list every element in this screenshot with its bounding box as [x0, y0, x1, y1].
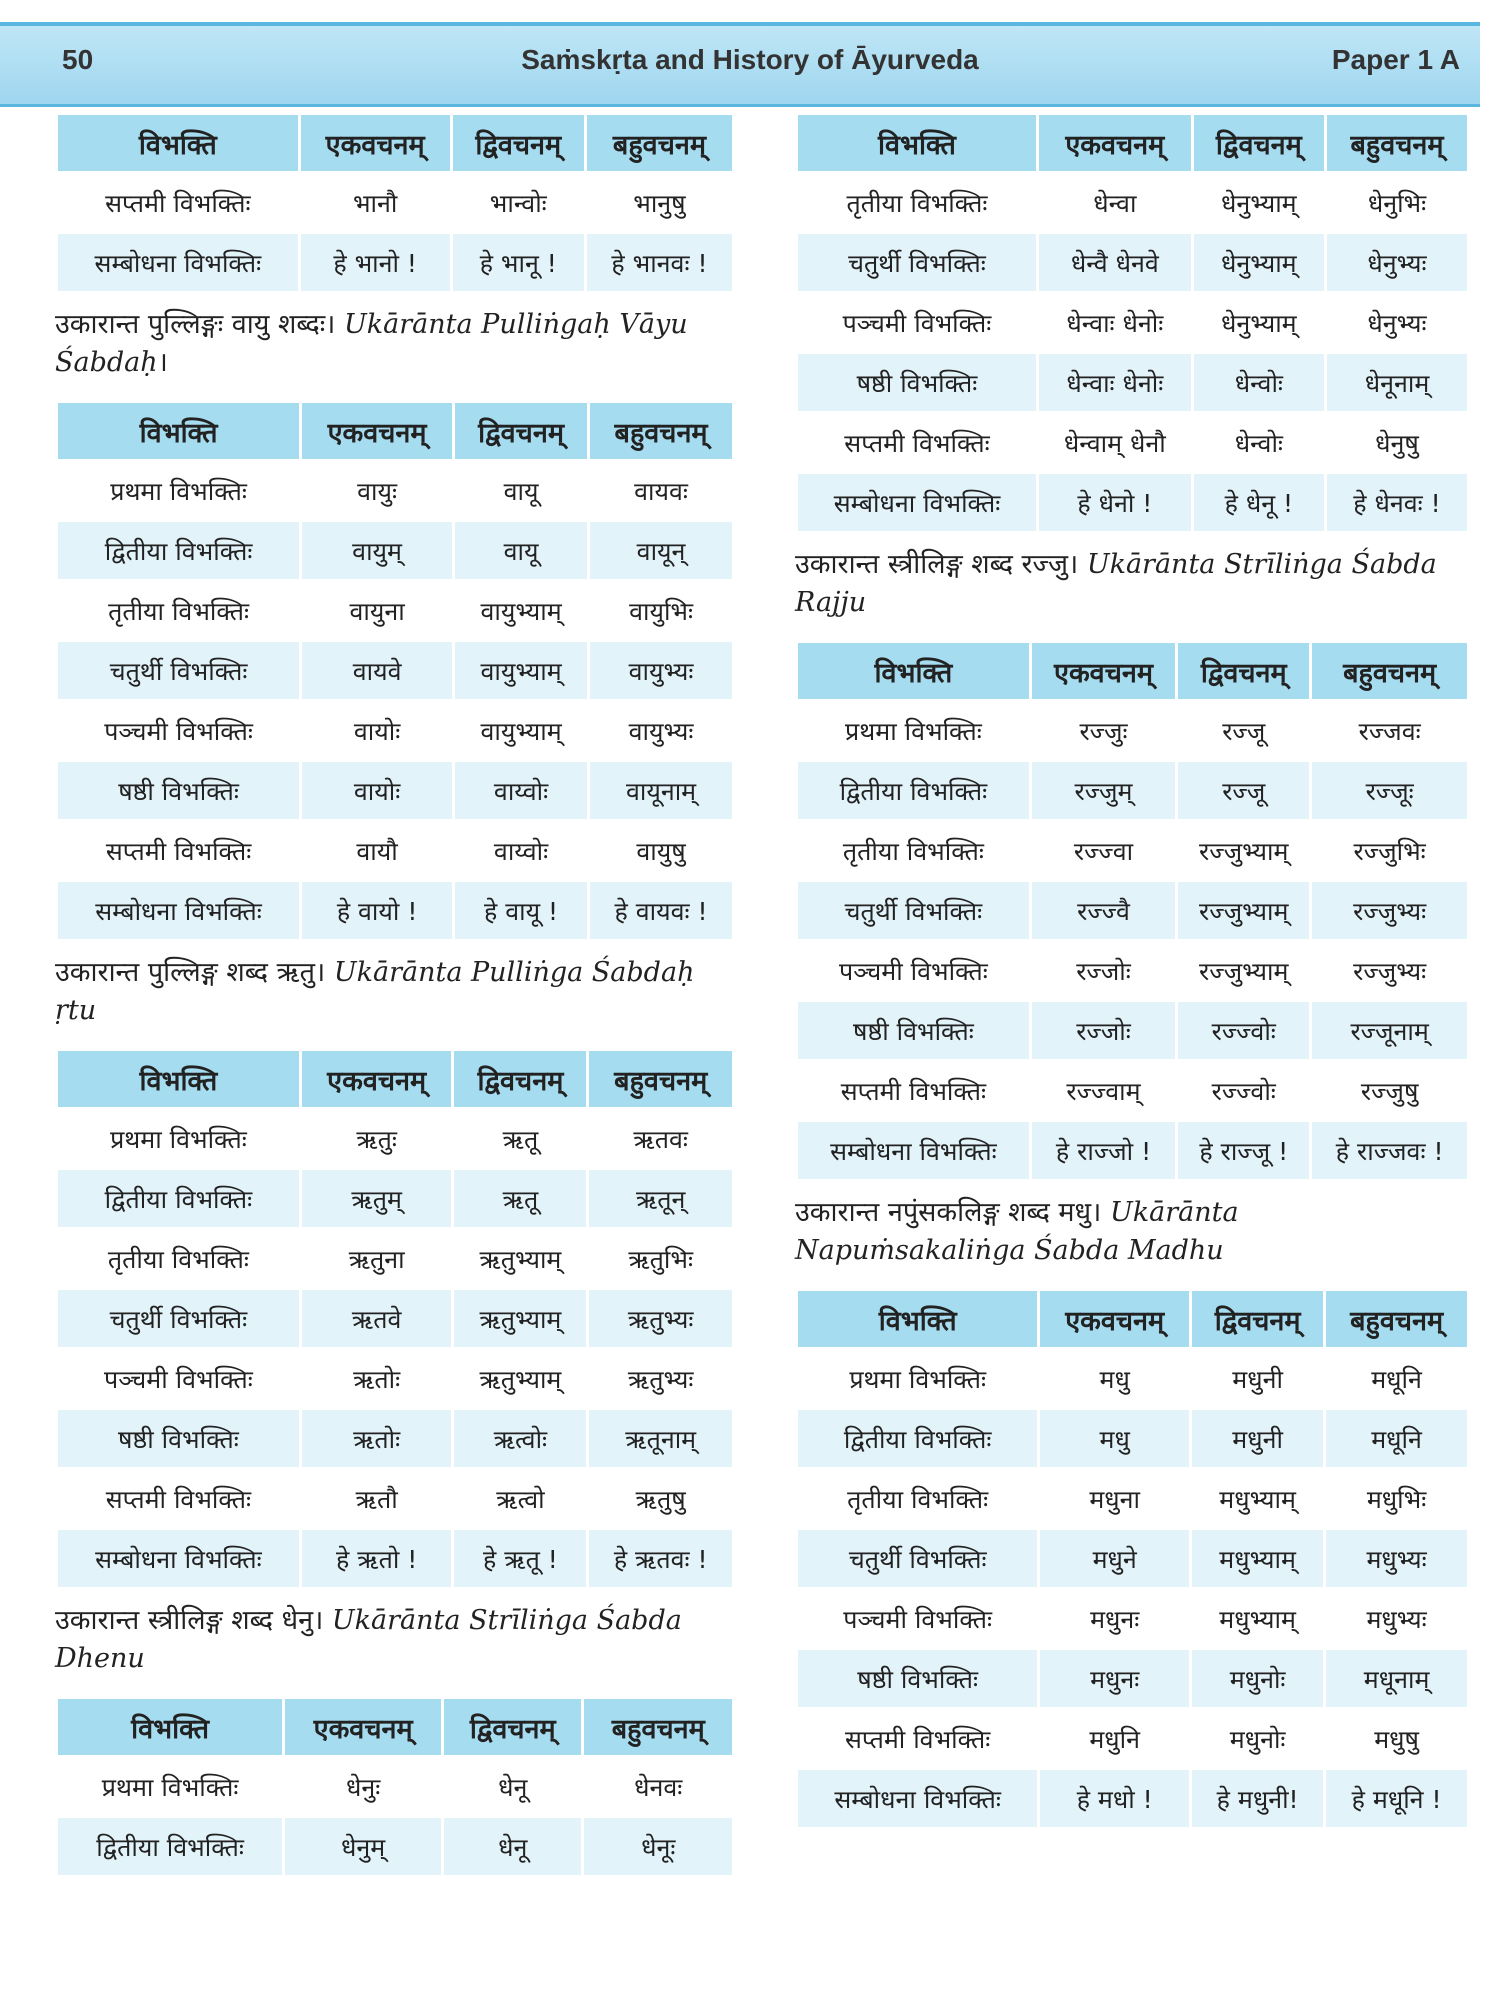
heading-devanagari: उकारान्त पुल्लिङ्ग शब्द ऋतु।: [55, 957, 326, 988]
table-header-row: [58, 1699, 732, 1755]
case-label: सप्तमी विभक्तिः: [798, 1710, 1037, 1767]
case-label: चतुर्थी विभक्तिः: [798, 1530, 1037, 1587]
declension-cell: रज्जूनाम्: [1312, 1002, 1467, 1059]
table-row: [798, 1002, 1467, 1059]
declension-cell: ऋतोः: [302, 1410, 452, 1467]
declension-cell: ऋतू: [454, 1110, 586, 1167]
declension-cell: रज्ज्वा: [1032, 822, 1175, 879]
case-label: तृतीया विभक्तिः: [58, 582, 299, 639]
case-label: सप्तमी विभक्तिः: [58, 1470, 299, 1527]
declension-cell: रज्ज्वोः: [1178, 1062, 1309, 1119]
declension-cell: हे मधुनी!: [1192, 1770, 1323, 1827]
table-row: [58, 1230, 732, 1287]
column-header: द्विवचनम्: [1194, 115, 1324, 171]
heading-devanagari: उकारान्त पुल्लिङ्गः वायु शब्दः।: [55, 309, 336, 340]
declension-table: [55, 1696, 735, 1878]
declension-cell: भानौ: [301, 174, 450, 231]
declension-cell: धेनुः: [285, 1758, 441, 1815]
table-row: [58, 1170, 732, 1227]
heading-danda: ।: [157, 347, 168, 378]
declension-cell: रज्ज्वोः: [1178, 1002, 1309, 1059]
declension-cell: मधुनः: [1040, 1650, 1189, 1707]
declension-cell: ऋतोः: [302, 1350, 452, 1407]
heading-transliteration: Ukārānta Strīliṅga Śabda Dhenu: [55, 1605, 682, 1674]
declension-cell: रज्जुः: [1032, 702, 1175, 759]
declension-cell: मधुभ्यः: [1326, 1530, 1467, 1587]
table-row: [58, 174, 732, 231]
table-row: [798, 234, 1467, 291]
declension-cell: मधुनी: [1192, 1410, 1323, 1467]
column-header: विभक्ति: [798, 643, 1029, 699]
case-label: द्वितीया विभक्तिः: [798, 1410, 1037, 1467]
heading-devanagari: उकारान्त स्त्रीलिङ्ग शब्द धेनु।: [55, 1605, 324, 1636]
column-header: द्विवचनम्: [455, 403, 587, 459]
declension-cell: वायोः: [302, 762, 452, 819]
declension-cell: ऋतुना: [302, 1230, 452, 1287]
table-row: [798, 1062, 1467, 1119]
declension-cell: मधुनः: [1040, 1590, 1189, 1647]
case-label: सप्तमी विभक्तिः: [58, 822, 299, 879]
table-row: [798, 1770, 1467, 1827]
table-row: [798, 1122, 1467, 1179]
declension-cell: ऋतुभ्यः: [589, 1290, 732, 1347]
table-header-row: [798, 1291, 1467, 1347]
declension-cell: रज्जू: [1178, 762, 1309, 819]
declension-cell: हे भानवः !: [587, 234, 732, 291]
table-row: [58, 822, 732, 879]
declension-cell: वायू: [455, 462, 587, 519]
declension-cell: मधुना: [1040, 1470, 1189, 1527]
declension-cell: हे धेनवः !: [1327, 474, 1467, 531]
column-header: एकवचनम्: [1040, 1291, 1189, 1347]
table-row: [798, 294, 1467, 351]
declension-cell: धेन्वाः धेनोः: [1039, 294, 1191, 351]
declension-cell: मधुभ्याम्: [1192, 1590, 1323, 1647]
declension-table: [795, 1288, 1470, 1830]
case-label: तृतीया विभक्तिः: [798, 822, 1029, 879]
table-header-row: [798, 643, 1467, 699]
case-label: सप्तमी विभक्तिः: [798, 414, 1036, 471]
table-row: [798, 822, 1467, 879]
declension-table: [55, 1048, 735, 1590]
table-row: [798, 882, 1467, 939]
column-header: एकवचनम्: [1039, 115, 1191, 171]
declension-cell: वायुभ्याम्: [455, 642, 587, 699]
declension-cell: रज्ज्वाम्: [1032, 1062, 1175, 1119]
declension-cell: ऋतूनाम्: [589, 1410, 732, 1467]
declension-cell: ऋतुभ्यः: [589, 1350, 732, 1407]
table-row: [58, 582, 732, 639]
case-label: सम्बोधना विभक्तिः: [798, 1770, 1037, 1827]
declension-cell: ऋतुः: [302, 1110, 452, 1167]
column-header: विभक्ति: [58, 403, 299, 459]
declension-cell: रज्जुभिः: [1312, 822, 1467, 879]
declension-cell: रज्जू: [1178, 702, 1309, 759]
case-label: षष्ठी विभक्तिः: [58, 762, 299, 819]
column-header: विभक्ति: [58, 1699, 282, 1755]
table-row: [58, 1110, 732, 1167]
table-row: [58, 462, 732, 519]
declension-cell: वायुना: [302, 582, 452, 639]
declension-cell: ऋतुभिः: [589, 1230, 732, 1287]
declension-cell: धेनुभ्याम्: [1194, 174, 1324, 231]
declension-cell: धेन्वोः: [1194, 414, 1324, 471]
table-row: [58, 702, 732, 759]
case-label: चतुर्थी विभक्तिः: [798, 234, 1036, 291]
declension-cell: हे मधूनि !: [1326, 1770, 1467, 1827]
declension-cell: ऋतून्: [589, 1170, 732, 1227]
declension-cell: वायून्: [590, 522, 732, 579]
declension-cell: मधुभ्याम्: [1192, 1470, 1323, 1527]
declension-cell: वायुः: [302, 462, 452, 519]
heading-devanagari: उकारान्त स्त्रीलिङ्ग शब्द रज्जु।: [795, 549, 1079, 580]
declension-cell: ऋतुभ्याम्: [454, 1350, 586, 1407]
declension-cell: रज्जवः: [1312, 702, 1467, 759]
table-row: [798, 414, 1467, 471]
declension-cell: धेनू: [444, 1818, 581, 1875]
declension-cell: भान्वोः: [453, 174, 584, 231]
table-row: [58, 1530, 732, 1587]
declension-cell: हे वायवः !: [590, 882, 732, 939]
paper-label: Paper 1 A: [1331, 44, 1460, 75]
case-label: षष्ठी विभक्तिः: [798, 1650, 1037, 1707]
table-row: [58, 762, 732, 819]
declension-cell: मधुभ्याम्: [1192, 1530, 1323, 1587]
declension-cell: ऋतू: [454, 1170, 586, 1227]
table-header-row: [58, 115, 732, 171]
declension-cell: मधूनाम्: [1326, 1650, 1467, 1707]
declension-cell: हे राज्जू !: [1178, 1122, 1309, 1179]
declension-cell: रज्जुभ्यः: [1312, 942, 1467, 999]
declension-cell: ऋतवः: [589, 1110, 732, 1167]
declension-cell: रज्जोः: [1032, 1002, 1175, 1059]
case-label: पञ्चमी विभक्तिः: [58, 702, 299, 759]
section-heading: [55, 306, 735, 382]
column-header: द्विवचनम्: [1178, 643, 1309, 699]
declension-cell: ऋतुषु: [589, 1470, 732, 1527]
table-row: [58, 1470, 732, 1527]
table-row: [798, 1470, 1467, 1527]
case-label: सप्तमी विभक्तिः: [58, 174, 298, 231]
table-row: [798, 1710, 1467, 1767]
section-heading: [795, 1194, 1470, 1270]
table-row: [58, 882, 732, 939]
case-label: षष्ठी विभक्तिः: [798, 1002, 1029, 1059]
case-label: द्वितीया विभक्तिः: [58, 1170, 299, 1227]
case-label: पञ्चमी विभक्तिः: [58, 1350, 299, 1407]
declension-cell: हे ऋतो !: [302, 1530, 452, 1587]
declension-cell: हे राज्जवः !: [1312, 1122, 1467, 1179]
table-row: [58, 1818, 732, 1875]
case-label: तृतीया विभक्तिः: [798, 1470, 1037, 1527]
declension-cell: वायुषु: [590, 822, 732, 879]
case-label: तृतीया विभक्तिः: [798, 174, 1036, 231]
case-label: चतुर्थी विभक्तिः: [58, 1290, 299, 1347]
declension-cell: धेनूनाम्: [1327, 354, 1467, 411]
table-row: [798, 1530, 1467, 1587]
heading-devanagari: उकारान्त नपुंसकलिङ्ग शब्द मधु।: [795, 1197, 1102, 1228]
declension-cell: मधुनी: [1192, 1350, 1323, 1407]
declension-cell: धेन्वै धेनवे: [1039, 234, 1191, 291]
case-label: प्रथमा विभक्तिः: [798, 702, 1029, 759]
case-label: सम्बोधना विभक्तिः: [58, 882, 299, 939]
declension-cell: रज्जूः: [1312, 762, 1467, 819]
heading-transliteration: Ukārānta Pulliṅgaḥ Vāyu Śabdaḥ: [55, 309, 688, 378]
case-label: सम्बोधना विभक्तिः: [58, 1530, 299, 1587]
declension-cell: मधुनोः: [1192, 1710, 1323, 1767]
declension-cell: धेनूः: [584, 1818, 732, 1875]
case-label: द्वितीया विभक्तिः: [58, 1818, 282, 1875]
declension-table: [795, 112, 1470, 534]
case-label: चतुर्थी विभक्तिः: [58, 642, 299, 699]
column-header: द्विवचनम्: [444, 1699, 581, 1755]
declension-cell: हे भानो !: [301, 234, 450, 291]
column-header: एकवचनम्: [301, 115, 450, 171]
declension-cell: हे भानू !: [453, 234, 584, 291]
declension-cell: वायुभ्याम्: [455, 582, 587, 639]
declension-cell: ऋत्वो: [454, 1470, 586, 1527]
column-header: द्विवचनम्: [453, 115, 584, 171]
declension-cell: रज्जोः: [1032, 942, 1175, 999]
declension-cell: धेनुभ्यः: [1327, 294, 1467, 351]
declension-cell: वाय्वोः: [455, 762, 587, 819]
declension-cell: मधूनि: [1326, 1350, 1467, 1407]
table-row: [58, 522, 732, 579]
declension-cell: वाय्वोः: [455, 822, 587, 879]
section-heading: [55, 954, 735, 1030]
table-header-row: [58, 403, 732, 459]
declension-cell: मधु: [1040, 1410, 1189, 1467]
case-label: सप्तमी विभक्तिः: [798, 1062, 1029, 1119]
case-label: पञ्चमी विभक्तिः: [798, 1590, 1037, 1647]
declension-cell: वायू: [455, 522, 587, 579]
declension-cell: धेनुभिः: [1327, 174, 1467, 231]
page-number: 50: [62, 44, 94, 75]
column-header: बहुवचनम्: [584, 1699, 732, 1755]
case-label: प्रथमा विभक्तिः: [798, 1350, 1037, 1407]
declension-cell: ऋत्वोः: [454, 1410, 586, 1467]
declension-cell: धेनुम्: [285, 1818, 441, 1875]
declension-cell: वायवः: [590, 462, 732, 519]
declension-cell: ऋतुभ्याम्: [454, 1290, 586, 1347]
heading-transliteration: Ukārānta Strīliṅga Śabda Rajju: [795, 549, 1437, 618]
declension-cell: हे वायो !: [302, 882, 452, 939]
declension-cell: ऋतवे: [302, 1290, 452, 1347]
declension-cell: मधुनोः: [1192, 1650, 1323, 1707]
table-row: [798, 1650, 1467, 1707]
column-header: एकवचनम्: [302, 403, 452, 459]
case-label: प्रथमा विभक्तिः: [58, 1110, 299, 1167]
column-header: विभक्ति: [58, 1051, 299, 1107]
declension-cell: रज्जुभ्यः: [1312, 882, 1467, 939]
declension-cell: हे वायू !: [455, 882, 587, 939]
table-row: [798, 474, 1467, 531]
column-header: बहुवचनम्: [1312, 643, 1467, 699]
declension-cell: मधु: [1040, 1350, 1189, 1407]
table-row: [58, 1410, 732, 1467]
table-row: [58, 1758, 732, 1815]
declension-cell: वायवे: [302, 642, 452, 699]
case-label: द्वितीया विभक्तिः: [58, 522, 299, 579]
declension-table: [795, 640, 1470, 1182]
declension-cell: धेन्वा: [1039, 174, 1191, 231]
column-header: विभक्ति: [798, 115, 1036, 171]
table-header-row: [58, 1051, 732, 1107]
column-header: एकवचनम्: [285, 1699, 441, 1755]
declension-table: [55, 400, 735, 942]
declension-cell: वायुम्: [302, 522, 452, 579]
declension-cell: मधूनि: [1326, 1410, 1467, 1467]
declension-cell: धेनू: [444, 1758, 581, 1815]
table-row: [58, 1350, 732, 1407]
declension-cell: हे धेनो !: [1039, 474, 1191, 531]
declension-cell: वायुभ्यः: [590, 642, 732, 699]
case-label: षष्ठी विभक्तिः: [58, 1410, 299, 1467]
table-row: [798, 1350, 1467, 1407]
declension-cell: रज्जुम्: [1032, 762, 1175, 819]
declension-cell: मधुनि: [1040, 1710, 1189, 1767]
table-header-row: [798, 115, 1467, 171]
declension-cell: हे ऋतवः !: [589, 1530, 732, 1587]
declension-cell: वायुभिः: [590, 582, 732, 639]
case-label: तृतीया विभक्तिः: [58, 1230, 299, 1287]
declension-cell: हे राज्जो !: [1032, 1122, 1175, 1179]
declension-cell: ऋतुभ्याम्: [454, 1230, 586, 1287]
table-row: [58, 642, 732, 699]
declension-cell: ऋतौ: [302, 1470, 452, 1527]
table-row: [798, 702, 1467, 759]
case-label: सम्बोधना विभक्तिः: [58, 234, 298, 291]
section-heading: [795, 546, 1470, 622]
declension-cell: रज्जुभ्याम्: [1178, 882, 1309, 939]
declension-cell: धेनुभ्याम्: [1194, 294, 1324, 351]
case-label: सम्बोधना विभक्तिः: [798, 1122, 1029, 1179]
table-row: [798, 354, 1467, 411]
column-header: विभक्ति: [798, 1291, 1037, 1347]
running-title: Saṁskṛta and History of Āyurveda: [521, 44, 979, 75]
declension-cell: धेन्वाः धेनोः: [1039, 354, 1191, 411]
left-column: [55, 112, 735, 1878]
declension-cell: वायुभ्यः: [590, 702, 732, 759]
case-label: पञ्चमी विभक्तिः: [798, 294, 1036, 351]
table-row: [798, 762, 1467, 819]
case-label: षष्ठी विभक्तिः: [798, 354, 1036, 411]
declension-cell: भानुषु: [587, 174, 732, 231]
column-header: एकवचनम्: [302, 1051, 452, 1107]
section-heading: [55, 1602, 735, 1678]
declension-cell: रज्जुषु: [1312, 1062, 1467, 1119]
declension-table: [55, 112, 735, 294]
declension-cell: रज्जुभ्याम्: [1178, 822, 1309, 879]
declension-cell: धेन्वोः: [1194, 354, 1324, 411]
heading-transliteration: Ukārānta Napuṁsakaliṅga Śabda Madhu: [795, 1197, 1239, 1266]
table-row: [798, 1410, 1467, 1467]
table-row: [798, 942, 1467, 999]
case-label: द्वितीया विभक्तिः: [798, 762, 1029, 819]
declension-cell: मधुभिः: [1326, 1470, 1467, 1527]
declension-cell: वायोः: [302, 702, 452, 759]
declension-cell: धेन्वाम् धेनौ: [1039, 414, 1191, 471]
declension-cell: वायूनाम्: [590, 762, 732, 819]
case-label: चतुर्थी विभक्तिः: [798, 882, 1029, 939]
declension-cell: मधुभ्यः: [1326, 1590, 1467, 1647]
column-header: एकवचनम्: [1032, 643, 1175, 699]
column-header: बहुवचनम्: [1326, 1291, 1467, 1347]
column-header: बहुवचनम्: [587, 115, 732, 171]
declension-cell: मधुषु: [1326, 1710, 1467, 1767]
page-header: [0, 22, 1480, 107]
declension-cell: मधुने: [1040, 1530, 1189, 1587]
declension-cell: रज्जुभ्याम्: [1178, 942, 1309, 999]
table-row: [798, 1590, 1467, 1647]
declension-cell: वायौ: [302, 822, 452, 879]
case-label: प्रथमा विभक्तिः: [58, 462, 299, 519]
column-header: विभक्ति: [58, 115, 298, 171]
declension-cell: ऋतुम्: [302, 1170, 452, 1227]
table-row: [798, 174, 1467, 231]
declension-cell: हे धेनू !: [1194, 474, 1324, 531]
column-header: द्विवचनम्: [454, 1051, 586, 1107]
declension-cell: धेनुभ्यः: [1327, 234, 1467, 291]
right-column: [795, 112, 1470, 1830]
declension-cell: धेनुषु: [1327, 414, 1467, 471]
column-header: बहुवचनम्: [1327, 115, 1467, 171]
case-label: पञ्चमी विभक्तिः: [798, 942, 1029, 999]
declension-cell: धेनुभ्याम्: [1194, 234, 1324, 291]
case-label: प्रथमा विभक्तिः: [58, 1758, 282, 1815]
column-header: द्विवचनम्: [1192, 1291, 1323, 1347]
declension-cell: धेनवः: [584, 1758, 732, 1815]
case-label: सम्बोधना विभक्तिः: [798, 474, 1036, 531]
declension-cell: वायुभ्याम्: [455, 702, 587, 759]
column-header: बहुवचनम्: [589, 1051, 732, 1107]
table-row: [58, 1290, 732, 1347]
column-header: बहुवचनम्: [590, 403, 732, 459]
heading-transliteration: Ukārānta Pulliṅga Śabdaḥ ṛtu: [55, 957, 695, 1026]
declension-cell: हे मधो !: [1040, 1770, 1189, 1827]
table-row: [58, 234, 732, 291]
declension-cell: हे ऋतू !: [454, 1530, 586, 1587]
declension-cell: रज्ज्वै: [1032, 882, 1175, 939]
